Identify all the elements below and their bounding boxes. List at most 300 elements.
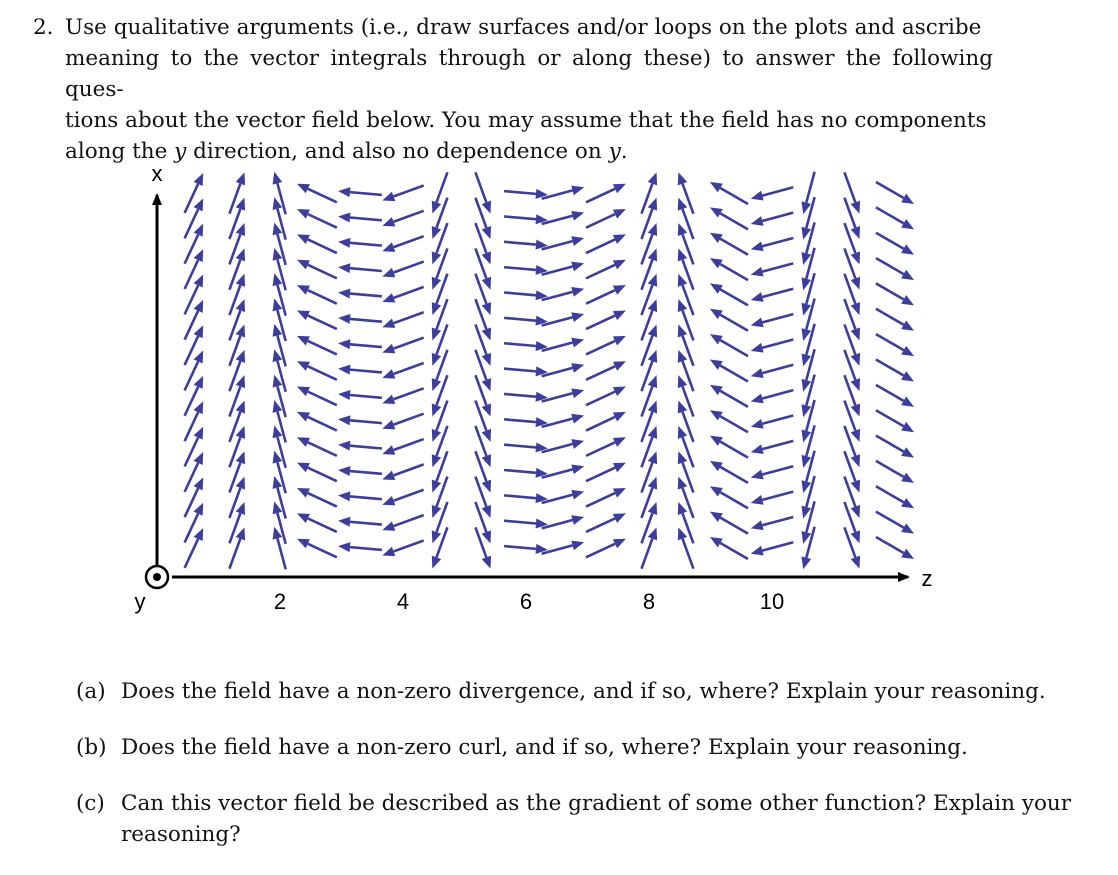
- field-arrow-shaft: [720, 188, 748, 204]
- field-arrow-head: [751, 368, 764, 378]
- field-arrow-shaft: [641, 336, 652, 366]
- field-arrow-head: [382, 471, 395, 480]
- field-arrow-head: [648, 426, 657, 439]
- field-arrow-shaft: [641, 234, 652, 264]
- field-arrow-shaft: [394, 490, 424, 501]
- field-arrow-head: [571, 287, 584, 297]
- field-arrow-shaft: [308, 290, 337, 304]
- field-arrow-shaft: [475, 198, 486, 228]
- field-arrow-shaft: [876, 436, 904, 452]
- z-axis-label: z: [921, 566, 933, 591]
- field-arrow-shaft: [586, 214, 615, 228]
- field-arrow-shaft: [436, 223, 447, 253]
- field-arrow-head: [571, 439, 584, 449]
- field-arrow-head: [382, 496, 395, 505]
- field-arrow-head: [338, 390, 350, 400]
- field-arrow-head: [751, 318, 764, 328]
- tick-label: 2: [273, 589, 287, 614]
- field-arrow-shaft: [436, 477, 447, 507]
- field-arrow-shaft: [504, 521, 536, 524]
- field-arrow-shaft: [394, 363, 424, 374]
- field-arrow-head: [482, 277, 491, 290]
- field-arrow-head: [648, 350, 657, 363]
- part-b-text: Does the field have a non-zero curl, and if so, where? Explain your reasoning.: [121, 735, 968, 760]
- field-arrow-shaft: [844, 172, 855, 202]
- field-arrow-head: [678, 248, 687, 261]
- field-arrow-head: [648, 401, 657, 414]
- field-arrow-head: [236, 401, 245, 414]
- field-arrow-head: [382, 420, 395, 429]
- field-arrow-shaft: [436, 375, 447, 405]
- field-arrow-shaft: [844, 451, 855, 481]
- field-arrow-shaft: [308, 189, 337, 203]
- field-arrow-shaft: [876, 182, 904, 198]
- field-arrow-shaft: [586, 417, 615, 431]
- field-arrow-shaft: [586, 442, 615, 456]
- field-arrow-head: [678, 401, 687, 414]
- field-arrow-head: [751, 470, 764, 480]
- field-arrow-head: [382, 547, 395, 556]
- field-arrow-head: [648, 324, 657, 337]
- field-arrow-head: [751, 444, 764, 454]
- field-arrow-head: [432, 353, 441, 366]
- field-arrow-shaft: [308, 493, 337, 507]
- field-arrow-shaft: [844, 248, 855, 278]
- field-arrow-shaft: [229, 234, 240, 264]
- field-arrow-shaft: [720, 340, 748, 356]
- field-arrow-shaft: [844, 527, 855, 557]
- field-arrow-head: [432, 480, 441, 493]
- field-arrow-head: [851, 556, 860, 569]
- field-arrow-head: [678, 426, 687, 439]
- field-arrow-shaft: [475, 502, 486, 532]
- field-arrow-shaft: [641, 310, 652, 340]
- field-arrow-head: [273, 172, 283, 185]
- field-arrow-head: [236, 274, 245, 287]
- field-arrow-head: [851, 454, 860, 467]
- field-arrow-head: [851, 404, 860, 417]
- field-arrow-head: [236, 172, 245, 185]
- field-arrow-head: [236, 375, 245, 388]
- x-axis-label: x: [151, 161, 163, 186]
- field-arrow-head: [851, 429, 860, 442]
- field-arrow-head: [678, 451, 687, 464]
- field-arrow-shaft: [308, 417, 337, 431]
- field-arrow-shaft: [475, 172, 486, 202]
- field-arrow-head: [482, 404, 491, 417]
- field-arrow-shaft: [350, 268, 382, 271]
- field-arrow-shaft: [876, 258, 904, 274]
- field-arrow-head: [851, 201, 860, 214]
- field-arrow-shaft: [229, 184, 240, 214]
- field-arrow-shaft: [185, 209, 199, 238]
- field-arrow-head: [432, 251, 441, 264]
- field-arrow-head: [338, 466, 350, 476]
- problem-line-1: Use qualitative arguments (i.e., draw surfaces and/or loops on the plots and ascribe: [65, 15, 982, 40]
- field-arrow-shaft: [586, 493, 615, 507]
- field-arrow-head: [382, 521, 395, 530]
- field-arrow-shaft: [229, 513, 240, 543]
- field-arrow-shaft: [350, 294, 382, 297]
- field-arrow-shaft: [682, 310, 693, 340]
- field-arrow-shaft: [394, 211, 424, 222]
- field-arrow-head: [432, 505, 441, 518]
- field-arrow-shaft: [504, 293, 536, 296]
- field-arrow-head: [338, 542, 350, 552]
- field-arrow-shaft: [229, 285, 240, 315]
- field-arrow-shaft: [394, 414, 424, 425]
- field-arrow-head: [432, 530, 441, 543]
- field-arrow-head: [571, 465, 584, 475]
- field-arrow-head: [751, 394, 764, 404]
- field-arrow-shaft: [185, 311, 199, 340]
- field-arrow-head: [571, 414, 584, 424]
- field-arrow-head: [851, 378, 860, 391]
- field-arrow-shaft: [229, 260, 240, 290]
- field-arrow-head: [482, 353, 491, 366]
- field-arrow-shaft: [394, 439, 424, 450]
- field-arrow-shaft: [394, 338, 424, 349]
- field-arrow-shaft: [762, 365, 793, 373]
- field-arrow-head: [851, 302, 860, 315]
- field-arrow-head: [571, 312, 584, 322]
- field-arrow-head: [648, 248, 657, 261]
- field-arrow-head: [751, 241, 764, 251]
- field-arrow-head: [648, 477, 657, 490]
- field-arrow-shaft: [229, 336, 240, 366]
- field-arrow-shaft: [641, 463, 652, 493]
- field-arrow-shaft: [682, 488, 693, 518]
- field-arrow-shaft: [185, 463, 199, 492]
- field-arrow-shaft: [504, 546, 536, 549]
- field-arrow-shaft: [641, 437, 652, 467]
- field-arrow-head: [678, 324, 687, 337]
- field-arrow-head: [678, 350, 687, 363]
- field-arrow-head: [482, 201, 491, 214]
- field-arrow-shaft: [436, 299, 447, 329]
- field-arrow-head: [482, 302, 491, 315]
- field-arrow-shaft: [682, 336, 693, 366]
- field-arrow-shaft: [350, 217, 382, 220]
- field-arrow-shaft: [762, 289, 793, 297]
- field-arrow-shaft: [844, 375, 855, 405]
- field-arrow-shaft: [229, 539, 240, 569]
- field-arrow-shaft: [229, 386, 240, 416]
- field-arrow-shaft: [229, 361, 240, 391]
- field-arrow-shaft: [308, 468, 337, 482]
- field-arrows: [185, 172, 914, 570]
- line4-post: .: [620, 139, 628, 164]
- field-arrow-shaft: [394, 262, 424, 273]
- field-arrow-shaft: [185, 235, 199, 264]
- field-arrow-head: [382, 217, 395, 226]
- field-arrow-head: [648, 198, 657, 211]
- field-arrow-head: [751, 267, 764, 277]
- field-arrow-shaft: [641, 412, 652, 442]
- field-arrow-head: [571, 262, 584, 272]
- field-arrow-shaft: [504, 369, 536, 372]
- field-arrow-head: [571, 211, 584, 221]
- field-arrow-shaft: [762, 466, 793, 474]
- field-arrow-shaft: [185, 184, 199, 213]
- field-arrow-head: [482, 378, 491, 391]
- field-arrow-shaft: [308, 442, 337, 456]
- field-arrow-shaft: [720, 442, 748, 458]
- field-arrow-shaft: [394, 515, 424, 526]
- field-arrow-shaft: [436, 350, 447, 380]
- problem-line-3: tions about the vector field below. You may assume that the field has no components: [65, 108, 987, 133]
- field-arrow-shaft: [436, 248, 447, 278]
- field-arrow-head: [801, 556, 811, 569]
- field-arrow-shaft: [350, 319, 382, 322]
- line4-mid: direction, and also no dependence on: [186, 139, 609, 164]
- field-arrow-shaft: [641, 488, 652, 518]
- field-arrow-shaft: [586, 189, 615, 203]
- field-arrow-head: [571, 388, 584, 398]
- field-arrow-head: [338, 289, 350, 299]
- field-arrow-shaft: [475, 527, 486, 557]
- field-arrow-head: [751, 495, 764, 505]
- field-arrow-shaft: [350, 547, 382, 550]
- out-of-page-dot: [153, 573, 161, 581]
- field-arrow-head: [751, 520, 764, 530]
- field-arrow-head: [571, 515, 584, 525]
- field-arrow-head: [236, 324, 245, 337]
- field-arrow-shaft: [185, 285, 199, 314]
- field-arrow-shaft: [720, 543, 748, 559]
- field-arrow-head: [851, 530, 860, 543]
- field-arrow-shaft: [762, 492, 793, 500]
- field-arrow-shaft: [586, 544, 615, 558]
- field-arrow-shaft: [720, 239, 748, 255]
- field-arrow-head: [236, 299, 245, 312]
- field-arrow-head: [382, 268, 395, 277]
- field-arrow-head: [482, 530, 491, 543]
- field-arrow-shaft: [185, 412, 199, 441]
- field-arrow-head: [751, 292, 764, 302]
- field-arrow-shaft: [586, 468, 615, 482]
- field-arrow-shaft: [720, 416, 748, 432]
- field-arrow-head: [851, 277, 860, 290]
- field-arrow-shaft: [475, 324, 486, 354]
- field-arrow-shaft: [350, 192, 382, 195]
- field-arrow-shaft: [436, 198, 447, 228]
- field-arrow-shaft: [682, 539, 693, 569]
- field-arrow-shaft: [641, 361, 652, 391]
- part-c-label: (c): [76, 791, 105, 816]
- field-arrow-head: [571, 186, 584, 196]
- field-arrow-shaft: [350, 243, 382, 246]
- field-arrow-shaft: [394, 236, 424, 247]
- field-arrow-head: [236, 426, 245, 439]
- field-arrow-shaft: [762, 416, 793, 424]
- field-arrow-shaft: [876, 512, 904, 528]
- part-a: [76, 676, 1106, 707]
- field-arrow-head: [648, 375, 657, 388]
- field-arrow-shaft: [876, 233, 904, 249]
- field-arrow-shaft: [682, 412, 693, 442]
- field-arrow-shaft: [350, 522, 382, 525]
- field-arrow-head: [482, 505, 491, 518]
- field-arrow-shaft: [475, 426, 486, 456]
- field-arrow-head: [382, 369, 395, 378]
- field-arrow-head: [648, 172, 657, 185]
- field-arrow-shaft: [229, 437, 240, 467]
- field-arrow-shaft: [475, 350, 486, 380]
- field-arrow-head: [851, 505, 860, 518]
- field-arrow-shaft: [308, 341, 337, 355]
- field-arrow-shaft: [350, 446, 382, 449]
- field-arrow-shaft: [185, 539, 199, 568]
- field-arrow-shaft: [844, 502, 855, 532]
- field-arrow-shaft: [229, 310, 240, 340]
- field-arrow-shaft: [185, 260, 199, 289]
- field-arrow-head: [382, 242, 395, 251]
- field-arrow-head: [382, 319, 395, 328]
- tick-label: 8: [642, 589, 656, 614]
- field-arrow-shaft: [394, 287, 424, 298]
- field-arrow-shaft: [350, 496, 382, 499]
- field-arrow-head: [236, 198, 245, 211]
- field-arrow-shaft: [475, 401, 486, 431]
- field-arrow-shaft: [720, 391, 748, 407]
- field-arrow-shaft: [762, 238, 793, 246]
- field-arrow-head: [382, 445, 395, 454]
- field-arrow-shaft: [504, 191, 536, 194]
- field-arrow-head: [648, 502, 657, 515]
- field-arrow-shaft: [762, 314, 793, 322]
- field-arrow-head: [482, 480, 491, 493]
- field-arrow-head: [648, 299, 657, 312]
- field-arrow-shaft: [436, 401, 447, 431]
- field-arrow-shaft: [436, 324, 447, 354]
- field-arrow-head: [236, 502, 245, 515]
- field-arrow-shaft: [185, 387, 199, 416]
- field-arrow-head: [851, 480, 860, 493]
- field-arrow-shaft: [876, 486, 904, 502]
- field-arrow-shaft: [641, 260, 652, 290]
- field-arrow-shaft: [504, 419, 536, 422]
- field-arrow-head: [432, 454, 441, 467]
- field-arrow-shaft: [436, 274, 447, 304]
- tick-label: 10: [759, 589, 785, 614]
- field-arrow-shaft: [876, 410, 904, 426]
- field-arrow-shaft: [682, 386, 693, 416]
- field-arrow-head: [236, 477, 245, 490]
- field-arrow-shaft: [475, 248, 486, 278]
- field-arrow-shaft: [504, 445, 536, 448]
- field-arrow-shaft: [394, 540, 424, 551]
- field-arrow-shaft: [762, 339, 793, 347]
- field-arrow-shaft: [185, 514, 199, 543]
- field-arrow-shaft: [586, 341, 615, 355]
- y-axis-label: y: [134, 589, 146, 614]
- field-arrow-shaft: [229, 412, 240, 442]
- field-arrow-head: [482, 429, 491, 442]
- field-arrow-head: [678, 502, 687, 515]
- field-arrow-shaft: [308, 214, 337, 228]
- part-c-text-2: reasoning?: [121, 822, 241, 847]
- field-arrow-head: [678, 223, 687, 236]
- part-c-text-1: Can this vector field be described as the gradient of some other function? Explain your: [121, 791, 1072, 816]
- field-arrow-shaft: [308, 392, 337, 406]
- field-arrow-head: [648, 223, 657, 236]
- field-arrow-head: [648, 451, 657, 464]
- field-arrow-shaft: [475, 375, 486, 405]
- field-arrow-shaft: [844, 350, 855, 380]
- field-arrow-shaft: [682, 184, 693, 214]
- field-arrow-shaft: [308, 544, 337, 558]
- field-arrow-shaft: [641, 285, 652, 315]
- part-b-label: (b): [76, 735, 107, 760]
- field-arrow-shaft: [504, 495, 536, 498]
- field-arrow-shaft: [436, 451, 447, 481]
- problem-line-2: meaning to the vector integrals through or along these) to answer the following ques-: [65, 46, 993, 102]
- field-arrow-shaft: [308, 366, 337, 380]
- field-arrow-shaft: [720, 366, 748, 382]
- field-arrow-shaft: [720, 264, 748, 280]
- field-arrow-head: [432, 378, 441, 391]
- field-arrow-shaft: [504, 267, 536, 270]
- field-arrow-shaft: [229, 488, 240, 518]
- field-arrow-head: [236, 350, 245, 363]
- field-arrow-head: [432, 556, 441, 569]
- field-arrow-head: [571, 236, 584, 246]
- field-arrow-head: [382, 192, 395, 201]
- field-arrow-head: [482, 454, 491, 467]
- field-arrow-shaft: [762, 187, 793, 195]
- field-arrow-head: [432, 277, 441, 290]
- field-arrow-shaft: [350, 370, 382, 373]
- field-arrow-shaft: [682, 361, 693, 391]
- field-arrow-shaft: [350, 420, 382, 423]
- field-arrow-head: [338, 491, 350, 501]
- field-arrow-head: [338, 238, 350, 248]
- field-arrow-shaft: [844, 223, 855, 253]
- field-arrow-shaft: [229, 463, 240, 493]
- line4-pre: along the: [65, 139, 175, 164]
- field-arrow-shaft: [844, 426, 855, 456]
- field-arrow-shaft: [844, 198, 855, 228]
- field-arrow-head: [382, 344, 395, 353]
- y-variable: y: [174, 139, 187, 164]
- field-arrow-shaft: [762, 542, 793, 550]
- field-arrow-head: [382, 293, 395, 302]
- field-arrow-shaft: [185, 488, 199, 517]
- field-arrow-head: [751, 216, 764, 226]
- field-arrow-shaft: [876, 283, 904, 299]
- field-arrow-shaft: [308, 265, 337, 279]
- field-arrow-head: [851, 327, 860, 340]
- field-arrow-shaft: [762, 263, 793, 271]
- part-a-text: Does the field have a non-zero divergence, and if so, where? Explain your reasoning.: [121, 679, 1046, 704]
- field-arrow-head: [751, 191, 764, 201]
- field-arrow-shaft: [475, 477, 486, 507]
- field-arrow-head: [382, 395, 395, 404]
- field-arrow-shaft: [504, 394, 536, 397]
- field-arrow-head: [338, 339, 350, 349]
- field-arrow-shaft: [876, 385, 904, 401]
- field-arrow-shaft: [682, 209, 693, 239]
- field-arrow-head: [571, 363, 584, 373]
- field-arrow-shaft: [436, 527, 447, 557]
- part-c: [76, 788, 1106, 850]
- field-arrow-head: [751, 343, 764, 353]
- field-arrow-shaft: [844, 477, 855, 507]
- part-a-label: (a): [76, 679, 106, 704]
- field-arrow-shaft: [641, 209, 652, 239]
- field-arrow-shaft: [876, 334, 904, 350]
